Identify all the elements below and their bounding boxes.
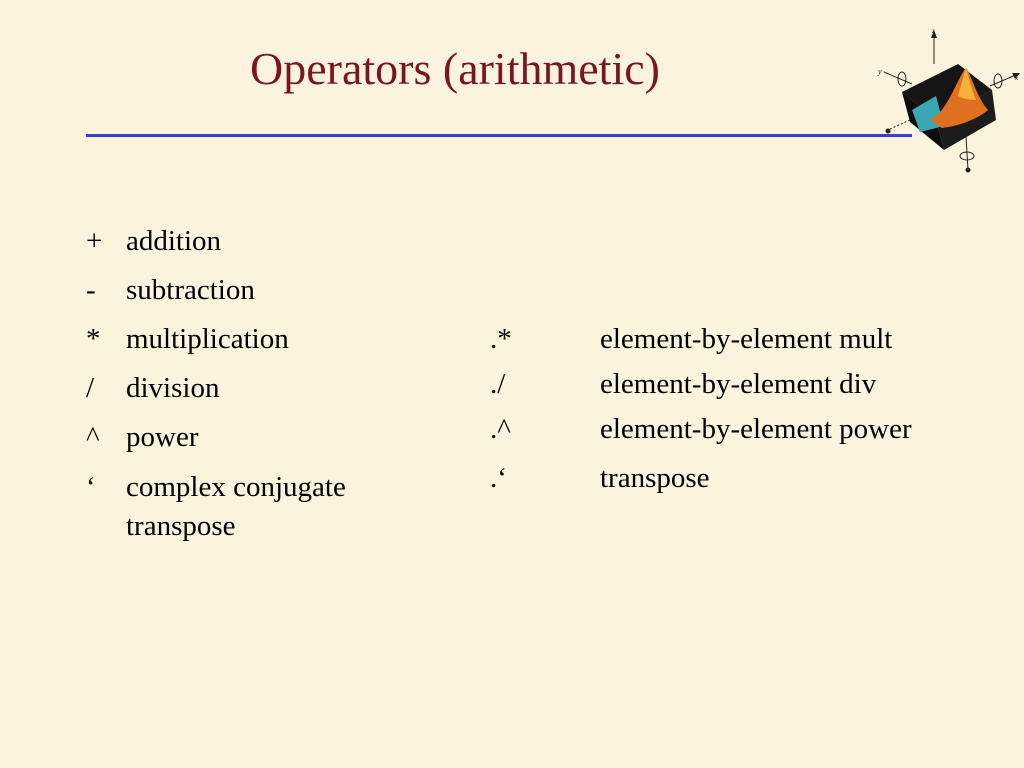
logo-axis-x-label: x — [1015, 74, 1019, 82]
logo-axis-z-label: z — [932, 27, 935, 35]
logo-axis-y-label: y — [878, 67, 882, 76]
operator-symbol: .^ — [490, 413, 511, 445]
operator-symbol: / — [86, 372, 95, 404]
operator-description: complex conjugate — [126, 471, 346, 503]
operator-description: division — [126, 372, 220, 404]
operator-description: element-by-element mult — [600, 323, 893, 355]
operator-description: addition — [126, 225, 222, 257]
operator-symbol: * — [86, 323, 101, 355]
operator-description-continued: transpose — [126, 510, 236, 542]
operator-symbol: ./ — [490, 368, 506, 400]
operator-symbol: ‘ — [86, 471, 96, 503]
operator-description: transpose — [600, 462, 710, 494]
operator-description: subtraction — [126, 274, 255, 306]
operator-symbol: + — [86, 225, 103, 257]
operator-symbol: .‘ — [490, 462, 507, 494]
matlab-logo-icon — [872, 24, 1022, 176]
slide-title: Operators (arithmetic) — [250, 43, 660, 94]
operator-symbol: ^ — [86, 421, 100, 453]
operator-description: power — [126, 421, 199, 453]
operator-description: multiplication — [126, 323, 289, 355]
operator-description: element-by-element power — [600, 413, 912, 445]
operator-description: element-by-element div — [600, 368, 877, 400]
title-divider — [86, 134, 912, 137]
operator-symbol: - — [86, 274, 96, 306]
operator-symbol: .* — [490, 323, 512, 355]
